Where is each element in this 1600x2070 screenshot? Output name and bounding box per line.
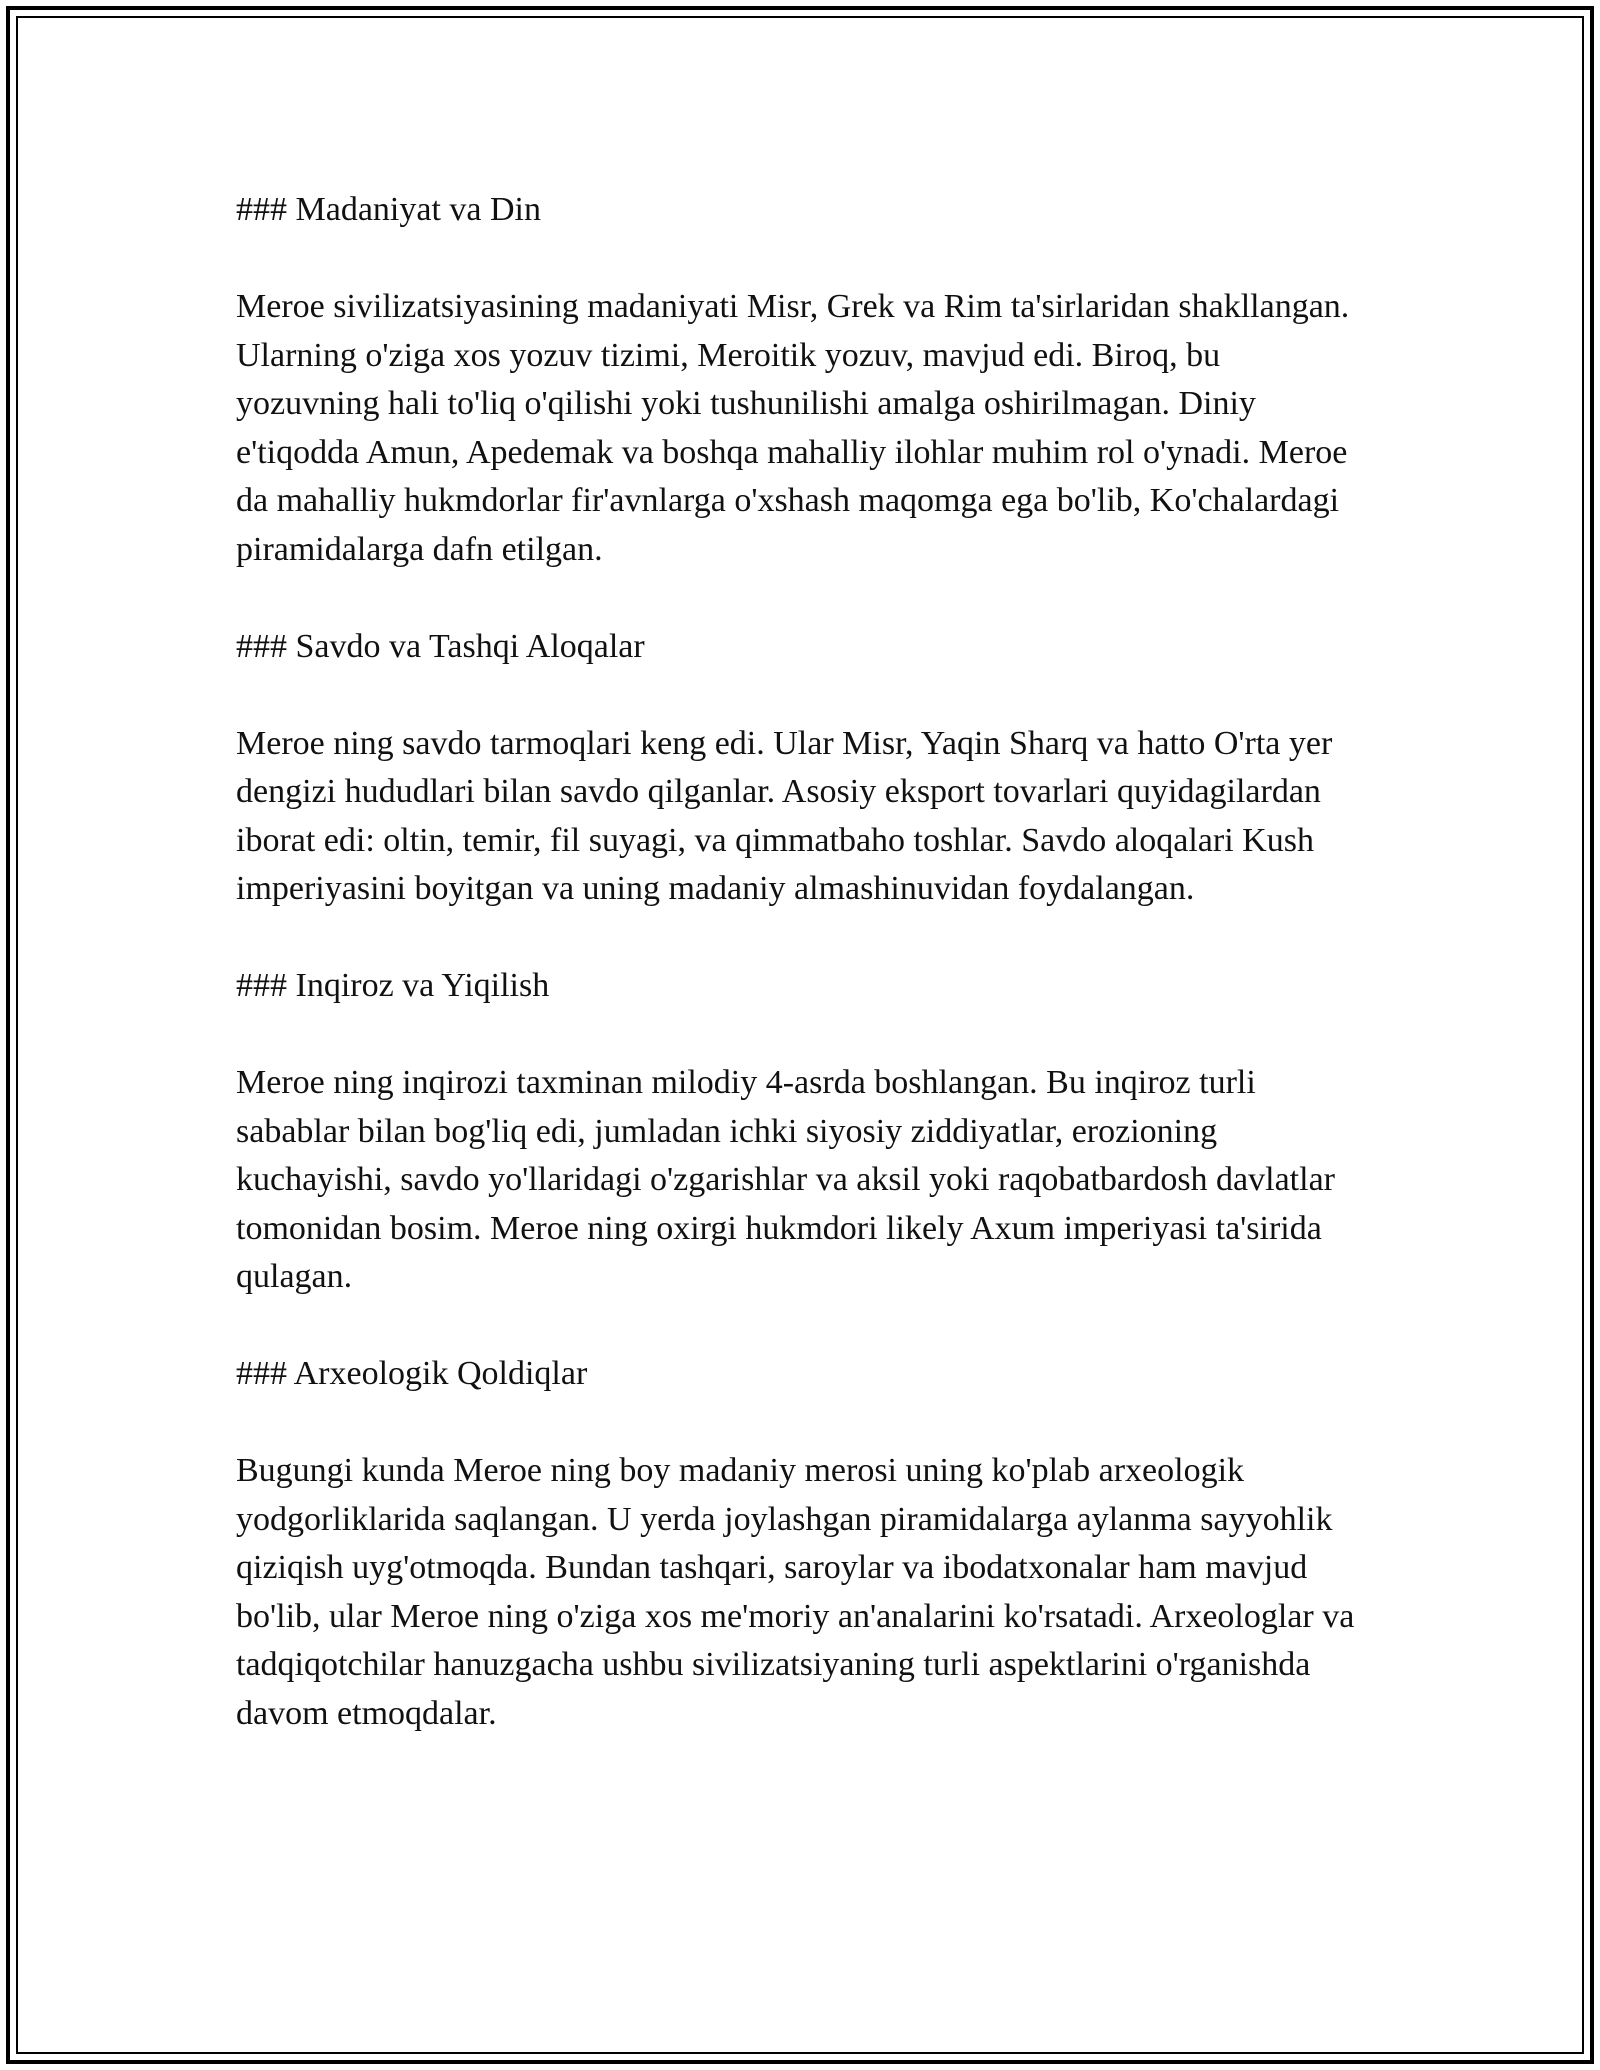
section-paragraph-trade: Meroe ning savdo tarmoqlari keng edi. Ular Misr, Yaqin Sharq va hatto O'rta yer dengizi hududlari bilan savdo qilganlar. Asosiy eksport tovarlari quyidagilardan iborat edi: oltin, temir, fil suyagi, va qimmatbaho toshlar. Savdo aloqalari Kush imperiyasini boyitgan va uning madaniy almashinuvidan foydalangan. xyxy=(236,724,1333,907)
section-paragraph-archaeology: Bugungi kunda Meroe ning boy madaniy merosi uning ko'plab arxeologik yodgorliklarida saqlangan. U yerda joylashgan piramidalarga aylanma sayyohlik qiziqish uyg'otmoqda. Bundan tashqari, saroylar va ibodatxonalar ham mavjud bo'lib, ular Meroe ning o'ziga xos me'moriy an'analarini ko'rsatadi. Arxeologlar va tadqiqotchilar hanuzgacha ushbu sivilizatsiyaning turli aspektlarini o'rganishda davom etmoqdalar. xyxy=(236,1452,1355,1732)
section-paragraph-decline: Meroe ning inqirozi taxminan milodiy 4-asrda boshlangan. Bu inqiroz turli sabablar bilan bog'liq edi, jumladan ichki siyosiy ziddiyatlar, erozioning kuchayishi, savdo yo'llaridagi o'zgarishlar va aksil yoki raqobatbardosh davlatlar tomonidan bosim. Meroe ning oxirgi hukmdori likely Axum imperiyasi ta'sirida qulagan. xyxy=(236,1064,1335,1295)
section-paragraph-culture: Meroe sivilizatsiyasining madaniyati Misr, Grek va Rim ta'sirlaridan shakllangan. Ularning o'ziga xos yozuv tizimi, Meroitik yozuv, mavjud edi. Biroq, bu yozuvning hali to'liq o'qilishi yoki tushunilishi amalga oshirilmagan. Diniy e'tiqodda Amun, Apedemak va boshqa mahalliy ilohlar muhim rol o'ynadi. Meroe da mahalliy hukmdorlar fir'avnlarga o'xshash maqomga ega bo'lib, Ko'chalardagi piramidalarga dafn etilgan. xyxy=(236,288,1350,568)
section-heading-culture: ### Madaniyat va Din xyxy=(236,191,541,228)
section-heading-archaeology: ### Arxeologik Qoldiqlar xyxy=(236,1355,588,1392)
section-heading-trade: ### Savdo va Tashqi Aloqalar xyxy=(236,627,645,665)
section-heading-decline: ### Inqiroz va Yiqilish xyxy=(236,967,550,1004)
document-body xyxy=(236,186,1366,1787)
